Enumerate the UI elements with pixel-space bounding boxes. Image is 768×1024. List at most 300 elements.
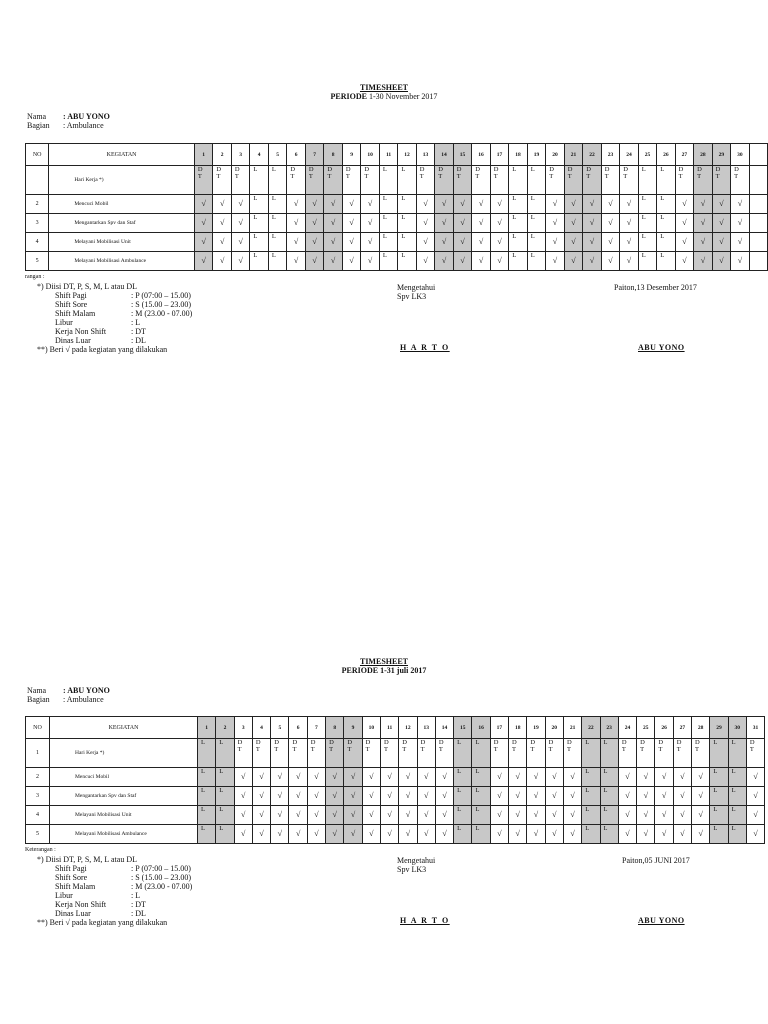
- cell-letter-top: D: [420, 739, 426, 746]
- cell-letter-top: D: [456, 166, 462, 173]
- day-cell: √: [417, 768, 435, 787]
- cell-letter-bottom: T: [621, 746, 626, 753]
- day-cell: L: [600, 806, 618, 825]
- sheet1-signer1-block: [400, 343, 450, 352]
- day-cell: √: [324, 233, 343, 252]
- day-cell: √: [271, 787, 289, 806]
- day-cell: L: [582, 787, 600, 806]
- day-header: 28: [692, 717, 710, 739]
- day-header: 1: [198, 717, 216, 739]
- day-cell: √: [545, 825, 563, 844]
- day-cell: L: [638, 214, 656, 233]
- day-header: 17: [490, 717, 508, 739]
- day-cell: √: [692, 787, 710, 806]
- day-cell: √: [416, 195, 435, 214]
- cell-letter-bottom: T: [734, 173, 739, 180]
- cell-letter-bottom: T: [475, 173, 480, 180]
- day-cell: L: [710, 739, 728, 768]
- day-header: 25: [637, 717, 655, 739]
- table-row: [26, 214, 768, 233]
- day-cell: [305, 166, 324, 195]
- day-cell: √: [490, 195, 509, 214]
- legend-value: : L: [131, 318, 141, 327]
- row-activity: Melayani Mobilisasi Ambulance: [49, 252, 195, 271]
- cell-letter-bottom: T: [604, 173, 609, 180]
- table-row: [26, 806, 765, 825]
- day-cell: [527, 739, 545, 768]
- day-header: 9: [342, 144, 361, 166]
- cell-letter-top: D: [695, 739, 700, 746]
- sheet2-title-block: [0, 657, 768, 675]
- cell-letter-bottom: T: [197, 173, 202, 180]
- day-header: 30: [728, 717, 746, 739]
- day-cell: L: [398, 195, 416, 214]
- day-cell: √: [712, 195, 731, 214]
- cell-letter-bottom: T: [566, 746, 571, 753]
- sheet1-place-date: Paiton,13 Desember 2017: [614, 283, 697, 292]
- day-cell: √: [620, 195, 639, 214]
- cell-letter-bottom: T: [402, 746, 407, 753]
- day-cell: L: [582, 768, 600, 787]
- cell-letter-bottom: T: [347, 746, 352, 753]
- day-cell: L: [728, 825, 746, 844]
- row-number: 3: [26, 214, 49, 233]
- day-cell: L: [728, 768, 746, 787]
- day-cell: √: [380, 768, 398, 787]
- cell-letter-bottom: T: [419, 173, 424, 180]
- day-header: 12: [399, 717, 417, 739]
- sheet1-nama-value: : ABU YONO: [63, 112, 110, 121]
- day-cell: √: [546, 233, 565, 252]
- day-cell: L: [379, 214, 397, 233]
- day-cell: √: [673, 825, 691, 844]
- day-cell: [231, 166, 250, 195]
- day-header: 19: [527, 717, 545, 739]
- day-cell: [620, 166, 639, 195]
- empty-row-cell: [749, 166, 767, 195]
- day-header: 8: [326, 717, 344, 739]
- cell-letter-bottom: T: [695, 746, 699, 753]
- cell-letter-bottom: T: [234, 173, 239, 180]
- day-cell: L: [379, 252, 397, 271]
- day-cell: √: [527, 768, 545, 787]
- day-cell: √: [675, 214, 694, 233]
- day-cell: L: [509, 214, 527, 233]
- day-cell: √: [545, 806, 563, 825]
- day-cell: L: [472, 768, 490, 787]
- cell-letter-bottom: T: [678, 173, 683, 180]
- day-header: 30: [731, 144, 750, 166]
- day-cell: √: [305, 214, 324, 233]
- day-cell: √: [509, 825, 527, 844]
- day-header: 28: [694, 144, 713, 166]
- day-cell: √: [546, 252, 565, 271]
- cell-letter-bottom: T: [310, 746, 315, 753]
- day-cell: L: [638, 252, 656, 271]
- sheet2-bagian-value: : Ambulance: [63, 695, 104, 704]
- day-cell: √: [601, 195, 620, 214]
- sheet1-title: TIMESHEET: [359, 83, 408, 92]
- day-cell: √: [435, 787, 453, 806]
- legend-item: [25, 900, 192, 909]
- day-cell: √: [305, 233, 324, 252]
- day-cell: L: [600, 768, 618, 787]
- table-row: [26, 233, 768, 252]
- sheet1-mengetahui: Mengetahui: [397, 283, 436, 292]
- cell-letter-top: D: [676, 739, 682, 746]
- cell-letter-top: D: [586, 166, 591, 173]
- legend-value: : M (23.00 - 07.00): [131, 309, 193, 318]
- table-row: [26, 739, 765, 768]
- day-cell: L: [600, 739, 618, 768]
- cell-letter-bottom: T: [749, 746, 754, 753]
- cell-letter-top: D: [237, 739, 243, 746]
- cell-letter-bottom: T: [290, 173, 295, 180]
- day-cell: √: [399, 787, 417, 806]
- cell-letter-top: D: [383, 739, 389, 746]
- day-cell: √: [271, 806, 289, 825]
- day-header: 21: [563, 717, 581, 739]
- cell-letter-bottom: T: [676, 746, 681, 753]
- day-cell: √: [620, 214, 639, 233]
- day-cell: L: [379, 195, 397, 214]
- cell-letter-top: D: [621, 739, 627, 746]
- day-header: 16: [472, 144, 491, 166]
- sheet1-timesheet-table: [25, 143, 768, 271]
- sheet1-note1: *) Diisi DT, P, S, M, L atau DL: [37, 282, 137, 291]
- day-cell: √: [344, 825, 362, 844]
- day-cell: √: [453, 214, 472, 233]
- day-cell: √: [417, 825, 435, 844]
- day-header: 20: [546, 144, 565, 166]
- day-cell: √: [213, 233, 232, 252]
- cell-letter-bottom: T: [438, 173, 443, 180]
- day-cell: √: [361, 214, 380, 233]
- day-header: 12: [398, 144, 416, 166]
- table-row: [26, 768, 765, 787]
- row-activity: Melayani Mobilisasi Unit: [50, 806, 198, 825]
- day-cell: L: [509, 233, 527, 252]
- day-cell: [453, 166, 472, 195]
- cell-letter-bottom: T: [715, 173, 720, 180]
- day-cell: L: [472, 825, 490, 844]
- cell-letter-top: D: [345, 166, 351, 173]
- day-cell: √: [694, 214, 713, 233]
- day-cell: √: [342, 214, 361, 233]
- day-cell: √: [453, 252, 472, 271]
- empty-row-cell: [749, 233, 767, 252]
- day-header: 24: [620, 144, 639, 166]
- day-header: 22: [582, 717, 600, 739]
- day-cell: [342, 166, 361, 195]
- day-cell: √: [362, 806, 380, 825]
- day-cell: √: [324, 195, 343, 214]
- day-cell: [380, 739, 398, 768]
- day-cell: √: [490, 787, 508, 806]
- legend-label: Shift Pagi: [55, 291, 87, 300]
- cell-letter-top: D: [697, 166, 702, 173]
- day-header: 15: [454, 717, 472, 739]
- legend-item: [25, 300, 192, 309]
- day-cell: √: [564, 195, 583, 214]
- day-cell: √: [509, 768, 527, 787]
- day-cell: √: [620, 233, 639, 252]
- day-cell: √: [712, 252, 731, 271]
- day-cell: √: [675, 233, 694, 252]
- day-header: 26: [657, 144, 675, 166]
- day-cell: √: [637, 825, 655, 844]
- row-number: 5: [26, 252, 49, 271]
- day-header: 19: [527, 144, 545, 166]
- day-cell: √: [287, 214, 306, 233]
- day-cell: L: [250, 214, 268, 233]
- day-cell: √: [194, 252, 213, 271]
- day-header: 26: [655, 717, 673, 739]
- day-cell: √: [692, 806, 710, 825]
- legend-item: [25, 864, 192, 873]
- day-cell: L: [198, 768, 216, 787]
- day-cell: √: [326, 768, 344, 787]
- day-cell: √: [583, 233, 602, 252]
- cell-letter-top: D: [274, 739, 279, 746]
- day-cell: √: [307, 825, 325, 844]
- sheet2-keterangan: Keterangan :: [25, 847, 56, 853]
- day-cell: L: [638, 233, 656, 252]
- day-cell: [712, 166, 731, 195]
- day-cell: [213, 166, 232, 195]
- cell-letter-bottom: T: [493, 746, 498, 753]
- day-cell: [435, 739, 453, 768]
- day-cell: L: [268, 195, 286, 214]
- day-cell: [675, 166, 694, 195]
- day-cell: [289, 739, 307, 768]
- day-cell: √: [731, 195, 750, 214]
- cell-letter-bottom: T: [216, 173, 221, 180]
- day-cell: √: [289, 825, 307, 844]
- legend-value: : DT: [131, 327, 146, 336]
- day-cell: [564, 166, 583, 195]
- day-cell: √: [675, 195, 694, 214]
- day-cell: [731, 166, 750, 195]
- day-cell: √: [435, 233, 454, 252]
- cell-letter-top: D: [364, 166, 370, 173]
- day-cell: [618, 739, 636, 768]
- day-cell: √: [564, 252, 583, 271]
- day-cell: √: [694, 195, 713, 214]
- sheet1-approval: [397, 283, 435, 301]
- sheet1-note2: **) Beri √ pada kegiatan yang dilakukan: [37, 345, 168, 354]
- cell-letter-top: D: [715, 166, 721, 173]
- sheet2-signer2-block: [638, 916, 685, 925]
- legend-label: Shift Malam: [55, 882, 96, 891]
- day-cell: √: [287, 195, 306, 214]
- sheet1-signer1: H A R T O: [400, 343, 450, 352]
- day-header: 27: [675, 144, 694, 166]
- day-header: 29: [710, 717, 728, 739]
- day-cell: √: [344, 768, 362, 787]
- day-cell: √: [194, 214, 213, 233]
- day-cell: L: [454, 787, 472, 806]
- day-cell: √: [655, 787, 673, 806]
- day-cell: [271, 739, 289, 768]
- sheet1-notes: [25, 273, 192, 354]
- day-cell: √: [252, 787, 270, 806]
- day-cell: [546, 166, 565, 195]
- day-cell: √: [618, 768, 636, 787]
- day-cell: √: [231, 214, 250, 233]
- legend-item: [25, 309, 192, 318]
- day-header: 22: [583, 144, 602, 166]
- day-cell: √: [362, 825, 380, 844]
- day-cell: √: [435, 806, 453, 825]
- day-cell: L: [710, 825, 728, 844]
- cell-letter-top: D: [329, 739, 334, 746]
- legend-value: : P (07:00 – 15.00): [131, 864, 191, 873]
- day-cell: √: [416, 233, 435, 252]
- day-cell: √: [583, 195, 602, 214]
- cell-letter-top: D: [290, 166, 296, 173]
- day-cell: L: [250, 252, 268, 271]
- day-header: 7: [305, 144, 324, 166]
- day-cell: √: [362, 787, 380, 806]
- day-cell: √: [527, 806, 545, 825]
- table-row: [26, 252, 768, 271]
- day-cell: [472, 166, 491, 195]
- cell-letter-top: D: [567, 166, 573, 173]
- day-cell: √: [563, 768, 581, 787]
- sheet1-spv: Spv LK3: [397, 292, 427, 301]
- row-number: 1: [26, 739, 50, 768]
- cell-letter-top: D: [438, 166, 443, 173]
- day-cell: √: [234, 768, 252, 787]
- legend-label: Shift Malam: [55, 309, 96, 318]
- sheet2-bagian-label: Bagian: [27, 695, 50, 704]
- day-cell: L: [250, 195, 268, 214]
- day-cell: √: [472, 233, 491, 252]
- legend-label: Dinas Luar: [55, 336, 91, 345]
- sheet1-bagian-label: Bagian: [27, 121, 50, 130]
- day-cell: √: [694, 233, 713, 252]
- cell-letter-bottom: T: [365, 746, 370, 753]
- cell-letter-top: D: [216, 166, 222, 173]
- day-cell: √: [252, 806, 270, 825]
- sheet1-info: [27, 112, 110, 130]
- day-cell: L: [509, 166, 527, 195]
- day-cell: √: [399, 825, 417, 844]
- cell-letter-top: D: [365, 739, 371, 746]
- day-cell: [583, 166, 602, 195]
- day-cell: √: [655, 768, 673, 787]
- day-cell: √: [673, 787, 691, 806]
- day-cell: √: [342, 252, 361, 271]
- table-row: [26, 195, 768, 214]
- legend-value: : DL: [131, 336, 146, 345]
- legend-item: [25, 882, 192, 891]
- day-header: 13: [416, 144, 435, 166]
- day-header: 9: [344, 717, 362, 739]
- day-header: 10: [362, 717, 380, 739]
- legend-label: Kerja Non Shift: [55, 327, 107, 336]
- day-cell: [344, 739, 362, 768]
- day-header: 29: [712, 144, 731, 166]
- cell-letter-top: D: [475, 166, 480, 173]
- day-cell: L: [268, 166, 286, 195]
- day-header: 23: [600, 717, 618, 739]
- day-header: 5: [271, 717, 289, 739]
- cell-letter-top: D: [604, 166, 610, 173]
- day-cell: L: [728, 739, 746, 768]
- day-cell: L: [657, 166, 675, 195]
- day-cell: [655, 739, 673, 768]
- day-cell: √: [194, 195, 213, 214]
- day-cell: √: [546, 214, 565, 233]
- sheet1-signer2: ABU YONO: [638, 343, 685, 352]
- day-cell: [326, 739, 344, 768]
- day-cell: √: [712, 214, 731, 233]
- day-cell: [746, 739, 764, 768]
- day-cell: L: [527, 252, 545, 271]
- day-header: 21: [564, 144, 583, 166]
- day-cell: √: [380, 787, 398, 806]
- day-header: 7: [307, 717, 325, 739]
- day-header: 14: [435, 717, 453, 739]
- day-cell: [194, 166, 213, 195]
- legend-item: [25, 291, 192, 300]
- day-cell: √: [746, 768, 764, 787]
- row-activity: Mengantarkan Spv dan Staf: [50, 787, 198, 806]
- cell-letter-bottom: T: [567, 173, 572, 180]
- day-cell: L: [398, 252, 416, 271]
- sheet2-note2: **) Beri √ pada kegiatan yang dilakukan: [37, 918, 168, 927]
- day-cell: L: [472, 739, 490, 768]
- sheet1-legend: [25, 291, 192, 345]
- day-cell: √: [637, 806, 655, 825]
- day-cell: √: [399, 806, 417, 825]
- day-cell: [324, 166, 343, 195]
- cell-letter-top: D: [308, 166, 314, 173]
- table-header-row: [26, 144, 768, 166]
- day-cell: √: [655, 825, 673, 844]
- legend-label: Shift Pagi: [55, 864, 87, 873]
- day-cell: √: [490, 768, 508, 787]
- day-cell: √: [380, 806, 398, 825]
- day-cell: L: [582, 806, 600, 825]
- day-cell: √: [287, 252, 306, 271]
- day-cell: √: [213, 252, 232, 271]
- day-cell: √: [231, 233, 250, 252]
- legend-item: [25, 873, 192, 882]
- day-cell: √: [305, 252, 324, 271]
- day-header: 1: [194, 144, 213, 166]
- cell-letter-bottom: T: [292, 746, 297, 753]
- legend-value: : S (15.00 – 23.00): [131, 300, 191, 309]
- legend-value: : S (15.00 – 23.00): [131, 873, 191, 882]
- day-cell: L: [398, 166, 416, 195]
- cell-letter-top: D: [566, 739, 572, 746]
- row-number: 2: [26, 768, 50, 787]
- day-cell: L: [710, 768, 728, 787]
- day-cell: [601, 166, 620, 195]
- empty-row-cell: [749, 214, 767, 233]
- row-number: 5: [26, 825, 50, 844]
- day-cell: [637, 739, 655, 768]
- day-cell: √: [435, 214, 454, 233]
- day-cell: [362, 739, 380, 768]
- day-cell: √: [692, 825, 710, 844]
- day-cell: √: [509, 787, 527, 806]
- day-cell: √: [731, 233, 750, 252]
- day-header: 31: [746, 717, 764, 739]
